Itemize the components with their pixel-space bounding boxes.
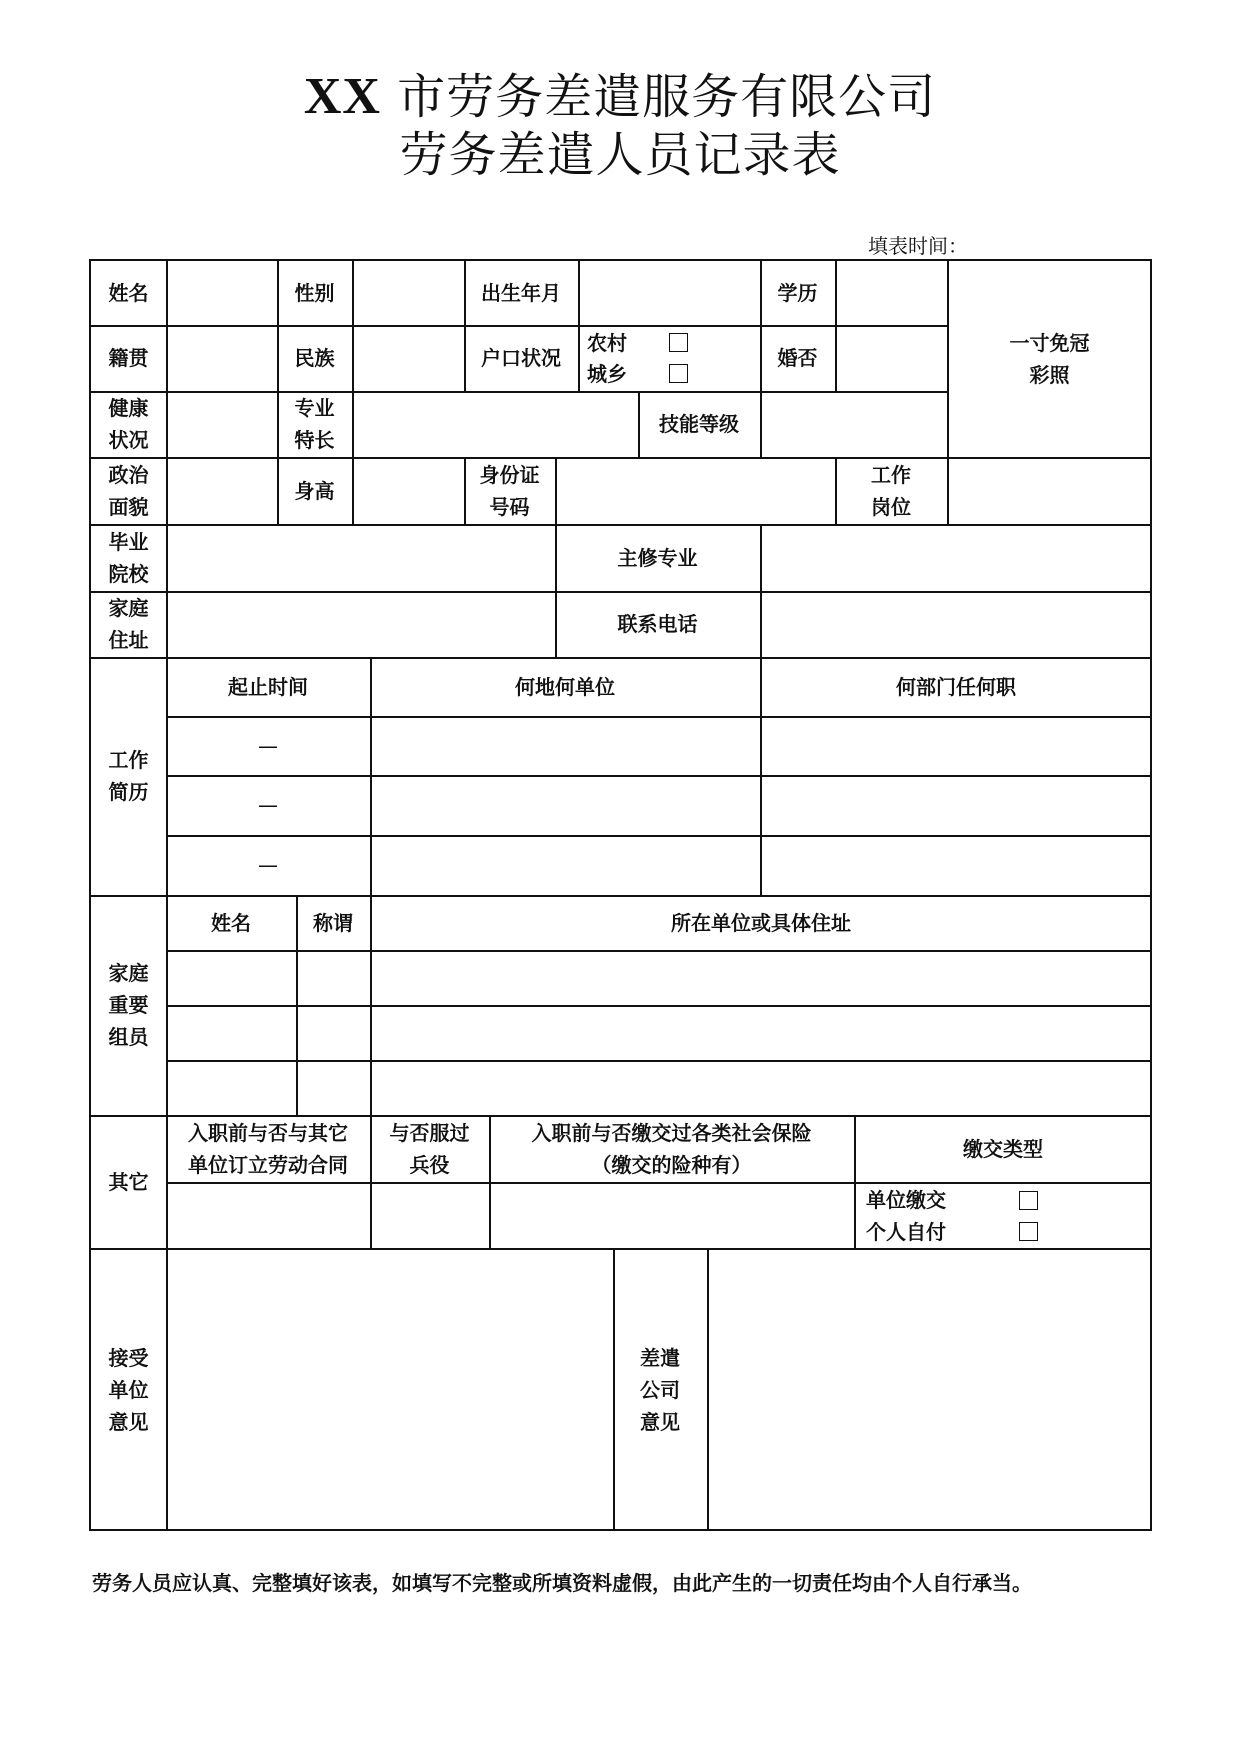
header-family-address: 所在单位或具体住址 (671, 910, 851, 935)
input-major[interactable] (761, 524, 1152, 591)
label-school: 毕业 院校 (108, 529, 149, 586)
military-input[interactable] (371, 1182, 489, 1248)
label-receiver-opinion: 接受 单位 意见 (108, 1345, 149, 1434)
fill-time-label: 填表时间： (868, 234, 968, 258)
family-name-input-1[interactable] (167, 950, 296, 1005)
label-family: 家庭 重要 组员 (108, 961, 149, 1049)
insurance-input[interactable] (490, 1182, 854, 1248)
work-place-input-2[interactable] (371, 775, 760, 835)
work-time-input-1[interactable]: — (258, 733, 278, 758)
input-name[interactable] (167, 261, 277, 325)
label-major: 主修专业 (617, 545, 698, 570)
checkbox-hukou-urban[interactable] (669, 364, 688, 383)
header-family-relation: 称谓 (313, 910, 353, 935)
input-birth[interactable] (579, 261, 760, 325)
label-work-history: 工作 简历 (108, 748, 149, 804)
photo-slot[interactable]: 一寸免冠 彩照 (1009, 331, 1090, 387)
header-work-place: 何地何单位 (515, 674, 615, 699)
label-gender: 性别 (294, 281, 335, 305)
input-phone[interactable] (761, 591, 1152, 657)
label-health: 健康 状况 (108, 396, 149, 452)
checkbox-type-self[interactable] (1019, 1222, 1038, 1241)
header-other-contract: 入职前与否与其它 单位订立劳动合同 (188, 1120, 348, 1177)
label-hukou-urban: 城乡 (587, 362, 627, 386)
family-relation-input-3[interactable] (297, 1060, 370, 1115)
label-type-unit: 单位缴交 (866, 1188, 946, 1212)
header-work-position: 何部门任何职 (896, 674, 1016, 699)
label-type-self: 个人自付 (866, 1220, 946, 1244)
input-political[interactable] (167, 457, 277, 524)
input-post[interactable] (948, 457, 1152, 524)
work-place-input-3[interactable] (371, 835, 760, 895)
record-form-table (89, 259, 1152, 1531)
input-skill-level[interactable] (761, 391, 947, 457)
family-address-input-1[interactable] (371, 950, 1152, 1005)
input-married[interactable] (836, 325, 947, 391)
work-place-input-1[interactable] (371, 716, 760, 775)
family-address-input-3[interactable] (371, 1060, 1152, 1115)
input-school[interactable] (167, 524, 555, 591)
header-other-type: 缴交类型 (963, 1136, 1043, 1161)
label-post: 工作 岗位 (871, 462, 911, 519)
family-relation-input-1[interactable] (297, 950, 370, 1005)
work-position-input-2[interactable] (761, 775, 1152, 835)
label-phone: 联系电话 (617, 612, 698, 636)
checkbox-hukou-rural[interactable] (669, 333, 688, 352)
work-position-input-3[interactable] (761, 835, 1152, 895)
label-birth: 出生年月 (481, 281, 561, 305)
input-education[interactable] (836, 261, 947, 325)
input-address[interactable] (167, 591, 555, 657)
input-height[interactable] (353, 457, 464, 524)
header-other-insurance: 入职前与否缴交过各类社会保险 （缴交的险种有） (531, 1120, 812, 1177)
header-family-name: 姓名 (211, 910, 251, 935)
label-specialty: 专业 特长 (294, 396, 335, 452)
label-skill-level: 技能等级 (659, 412, 739, 436)
label-ethnicity: 民族 (294, 346, 335, 370)
label-education: 学历 (777, 281, 818, 305)
label-agency-opinion: 差遣 公司 意见 (640, 1345, 680, 1434)
agency-opinion-input[interactable] (708, 1248, 1152, 1531)
receiver-opinion-input[interactable] (167, 1248, 613, 1531)
label-address: 家庭 住址 (108, 596, 149, 652)
label-other: 其它 (108, 1169, 149, 1194)
family-relation-input-2[interactable] (297, 1005, 370, 1060)
contract-input[interactable] (167, 1182, 370, 1248)
input-native-place[interactable] (167, 325, 277, 391)
input-specialty[interactable] (353, 391, 638, 457)
label-hukou-rural: 农村 (587, 331, 627, 355)
family-address-input-2[interactable] (371, 1005, 1152, 1060)
family-name-input-2[interactable] (167, 1005, 296, 1060)
work-time-input-2[interactable]: — (258, 793, 278, 817)
input-gender[interactable] (353, 261, 464, 325)
input-ethnicity[interactable] (353, 325, 464, 391)
label-hukou: 户口状况 (481, 346, 561, 370)
title-prefix: XX (303, 68, 381, 125)
label-name: 姓名 (108, 281, 149, 305)
checkbox-type-unit[interactable] (1019, 1191, 1038, 1210)
footer-notice: 劳务人员应认真、完整填好该表，如填写不完整或所填资料虚假，由此产生的一切责任均由个人自行承当。 (92, 1571, 1032, 1595)
form-title: 劳务差遣人员记录表 (399, 127, 841, 183)
input-health[interactable] (167, 391, 277, 457)
label-id-number: 身份证 号码 (479, 462, 540, 519)
label-married: 婚否 (777, 346, 818, 370)
input-id-number[interactable] (556, 457, 835, 524)
label-native-place: 籍贯 (108, 346, 149, 370)
label-political: 政治 面貌 (108, 462, 149, 519)
label-height: 身高 (294, 478, 335, 503)
header-other-military: 与否服过 兵役 (389, 1120, 470, 1177)
title-company-name: 市劳务差遣服务有限公司 (380, 69, 937, 125)
work-position-input-1[interactable] (761, 716, 1152, 775)
form-title-company (0, 68, 1240, 126)
family-name-input-3[interactable] (167, 1060, 296, 1115)
header-work-time: 起止时间 (228, 674, 308, 699)
work-time-input-3[interactable]: — (258, 853, 278, 877)
